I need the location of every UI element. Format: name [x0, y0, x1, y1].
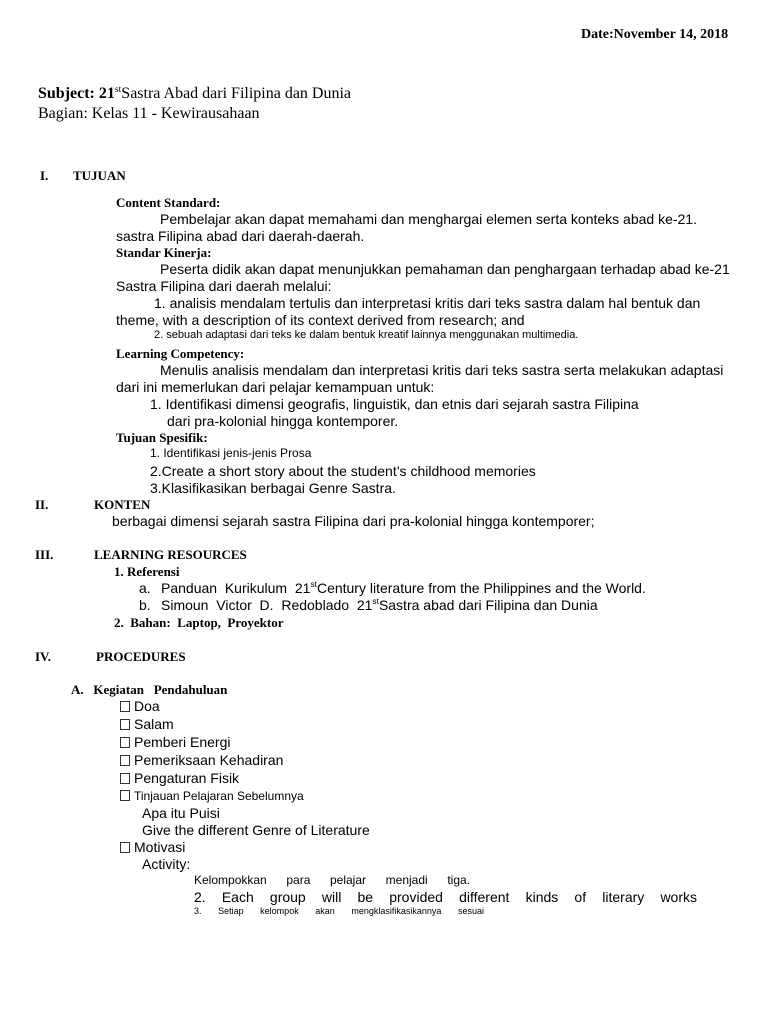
procedure-item-label: Tinjauan Pelajaran Sebelumnya: [134, 789, 304, 803]
procedure-item-motivasi: [120, 840, 185, 854]
section-2-title: KONTEN: [94, 497, 151, 512]
standar-kinerja-item2: 2. sebuah adaptasi dari teks ke dalam bentuk kreatif lainnya menggunakan multimedia.: [154, 329, 579, 341]
learning-competency-line2: dari ini memerlukan dari pelajar kemampuan untuk:: [116, 379, 435, 395]
standar-kinerja-line2: Sastra Filipina dari daerah melalui:: [116, 278, 332, 294]
kegiatan-heading: A. Kegiatan Pendahuluan: [71, 682, 228, 697]
ref-a-pre: Panduan Kurikulum 21: [161, 580, 311, 596]
standar-kinerja-item1a: 1. analisis mendalam tertulis dan interpretasi kritis dari teks sastra dalam hal bentuk dan: [154, 295, 701, 311]
ref-b-post: Sastra abad dari Filipina dan Dunia: [378, 597, 598, 613]
section-1-title: TUJUAN: [73, 168, 126, 183]
tujuan-spesifik-item1: 1. Identifikasi jenis-jenis Prosa: [150, 446, 312, 460]
bahan: 2. Bahan: Laptop, Proyektor: [114, 615, 284, 630]
referensi-heading: 1. Referensi: [114, 564, 180, 579]
procedure-item-kehadiran: [120, 753, 283, 767]
checkbox-icon: [120, 790, 130, 801]
subject-sup: st: [114, 84, 122, 96]
ref-a-post: Century literature from the Philippines and the World.: [316, 580, 646, 596]
procedure-item-label: Pengaturan Fisik: [134, 770, 240, 786]
checkbox-icon: [120, 701, 130, 712]
section-2-text: berbagai dimensi sejarah sastra Filipina dari pra-kolonial hingga kontemporer;: [112, 513, 595, 529]
review-1: Apa itu Puisi: [142, 805, 220, 821]
ref-a: [161, 581, 646, 595]
checkbox-icon: [120, 719, 130, 730]
tujuan-spesifik-heading: Tujuan Spesifik:: [116, 430, 208, 445]
tujuan-spesifik-item2: 2.Create a short story about the student’s childhood memories: [150, 463, 536, 479]
learning-competency-item1b: dari pra-kolonial hingga kontemporer.: [167, 413, 399, 429]
ref-a-prefix: a.: [139, 580, 151, 596]
procedure-item-label: Motivasi: [134, 839, 186, 855]
section-4-number: IV.: [35, 649, 52, 664]
section-3-title: LEARNING RESOURCES: [94, 547, 247, 562]
procedure-item-label: Pemberi Energi: [134, 734, 231, 750]
procedure-item-fisik: [120, 771, 239, 785]
section-2-number: II.: [35, 497, 49, 512]
activity-2: 2. Each group will be provided different kinds of literary works: [194, 889, 697, 905]
procedure-item-label: Pemeriksaan Kehadiran: [134, 752, 284, 768]
review-2: Give the different Genre of Literature: [142, 822, 370, 838]
checkbox-icon: [120, 755, 130, 766]
ref-b-sup: st: [372, 596, 379, 607]
ref-b: [161, 598, 598, 612]
content-standard-heading: Content Standard:: [116, 195, 221, 210]
standar-kinerja-heading: Standar Kinerja:: [116, 245, 212, 260]
ref-b-prefix: b.: [139, 597, 151, 613]
subject-line: [38, 86, 351, 102]
checkbox-icon: [120, 842, 130, 853]
section-1-number: I.: [40, 168, 49, 183]
date: Date:November 14, 2018: [581, 27, 729, 42]
learning-competency-heading: Learning Competency:: [116, 346, 245, 361]
content-standard-line2: sastra Filipina abad dari daerah-daerah.: [116, 228, 365, 244]
procedure-item-label: Doa: [134, 698, 160, 714]
subject-text: Sastra Abad dari Filipina dan Dunia: [121, 85, 352, 102]
procedure-item-label: Salam: [134, 716, 174, 732]
section-4-title: PROCEDURES: [96, 649, 186, 664]
ref-b-pre: Simoun Victor D. Redoblado 21: [161, 597, 373, 613]
activity-1: Kelompokkan para pelajar menjadi tiga.: [194, 873, 470, 887]
tujuan-spesifik-item3: 3.Klasifikasikan berbagai Genre Sastra.: [150, 480, 396, 496]
procedure-item-salam: [120, 717, 174, 731]
standar-kinerja-line1: Peserta didik akan dapat menunjukkan pemahaman dan penghargaan terhadap abad ke-21: [160, 261, 730, 277]
activity-label: Activity:: [142, 856, 191, 872]
activity-3: 3. Setiap kelompok akan mengklasifikasikannya sesuai: [194, 906, 484, 916]
procedure-item-doa: [120, 699, 160, 713]
learning-competency-line1: Menulis analisis mendalam dan interpretasi kritis dari teks sastra serta melakukan adaptasi: [160, 362, 724, 378]
ref-a-sup: st: [310, 579, 317, 590]
standar-kinerja-item1b: theme, with a description of its context derived from research; and: [116, 312, 525, 328]
bagian: Bagian: Kelas 11 - Kewirausahaan: [38, 105, 260, 122]
procedure-item-tinjauan: [120, 790, 304, 802]
checkbox-icon: [120, 737, 130, 748]
learning-competency-item1a: 1. Identifikasi dimensi geografis, linguistik, dan etnis dari sejarah sastra Filipina: [150, 396, 639, 412]
content-standard-line1: Pembelajar akan dapat memahami dan menghargai elemen serta konteks abad ke-21.: [160, 211, 697, 227]
subject-label: Subject: 21: [38, 85, 115, 102]
procedure-item-energi: [120, 735, 231, 749]
checkbox-icon: [120, 773, 130, 784]
section-3-number: III.: [35, 547, 54, 562]
